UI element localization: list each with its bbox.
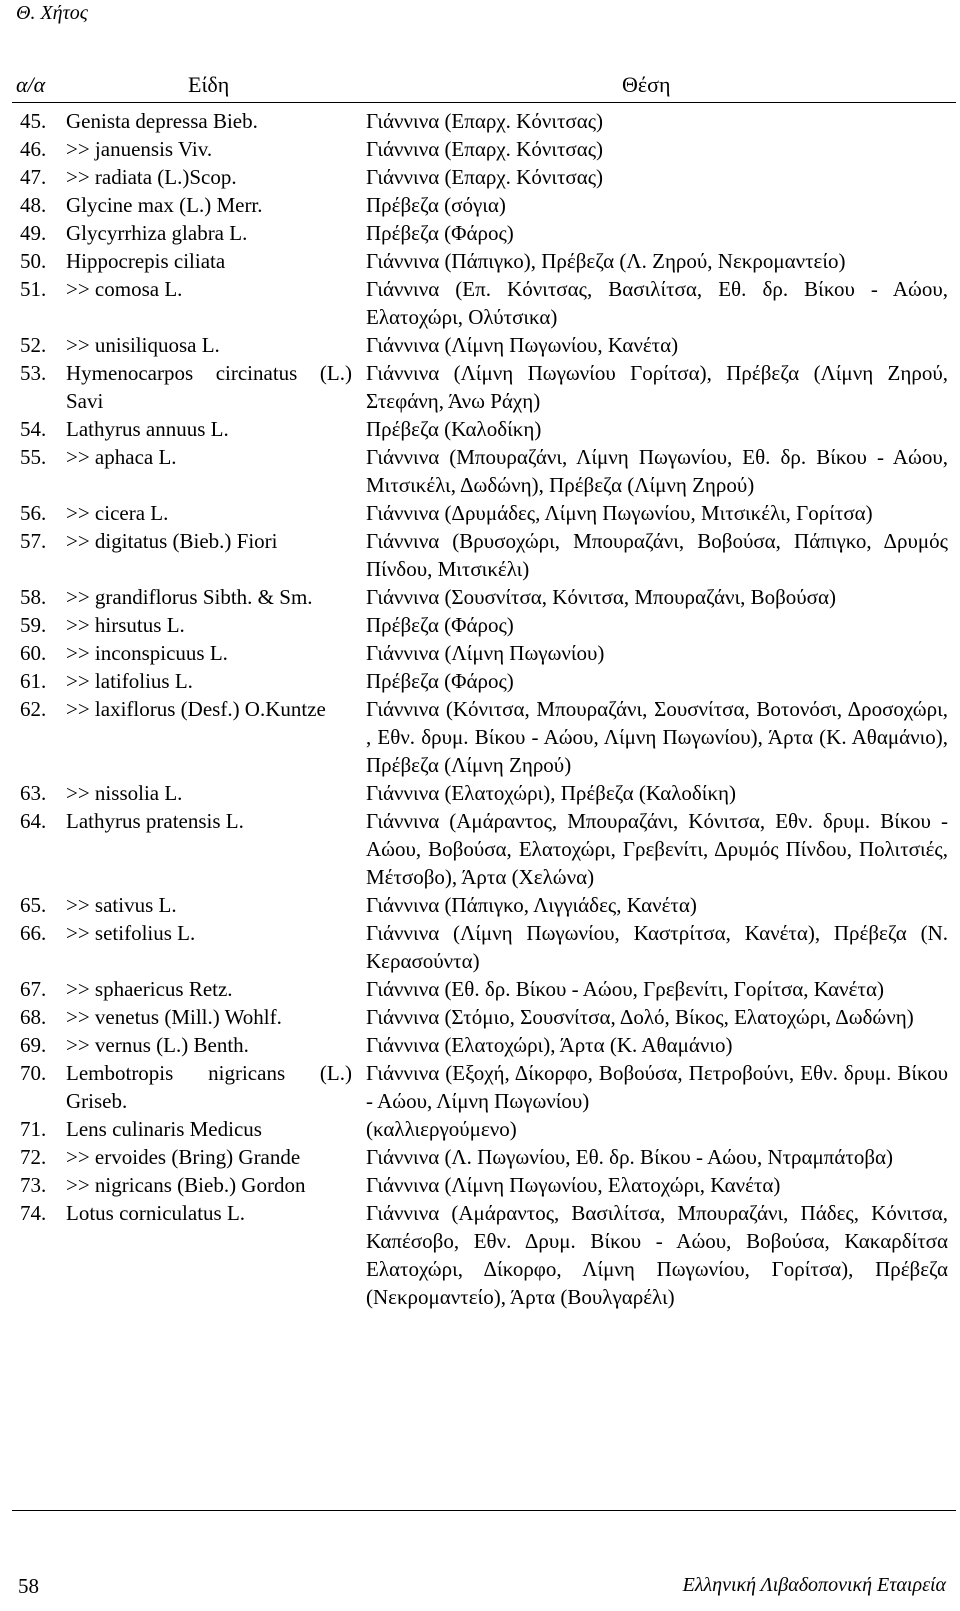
- location-text: Πρέβεζα (Φάρος): [366, 669, 514, 693]
- row-number: 50.: [20, 249, 47, 273]
- location-text: Γιάννινα (Επαρχ. Κόνιτσας): [366, 137, 604, 161]
- header-location: Θέση: [622, 72, 671, 97]
- table-row: [12, 1003, 956, 1031]
- species-name: Lens culinaris Medicus: [66, 1117, 262, 1141]
- species-name: Glycyrrhiza glabra L.: [66, 221, 248, 245]
- location-text: Γιάννινα (Αμάραντος, Μπουραζάνι, Κόνιτσα, Εθν. δρυμ. Βίκου - Αώου, Βοβούσα, Ελατοχώρι, Γρεβενίτι, Δρυμός Πίνδου, Πολιτσιές, Μέτσοβο), Άρτα (Χελώνα): [366, 809, 948, 889]
- table-row: [12, 611, 956, 639]
- table-row: [12, 1143, 956, 1171]
- row-number: 64.: [20, 809, 47, 833]
- location-text: Γιάννινα (Λίμνη Πωγωνίου Γορίτσα), Πρέβεζα (Λίμνη Ζηρού, Στεφάνη, Άνω Ράχη): [366, 361, 948, 413]
- location-text: Γιάννινα (Λίμνη Πωγωνίου): [366, 641, 605, 665]
- row-number: 61.: [20, 669, 47, 693]
- species-name: >> radiata (L.)Scop.: [66, 165, 237, 189]
- species-name: >> januensis Viv.: [66, 137, 213, 161]
- location-text: Γιάννινα (Πάπιγκο), Πρέβεζα (Λ. Ζηρού, Νεκρομαντείο): [366, 249, 846, 273]
- species-name: >> sphaericus Retz.: [66, 977, 233, 1001]
- species-name: Lembotropis nigricans (L.) Griseb.: [66, 1061, 352, 1113]
- table-row: [12, 275, 956, 331]
- row-number: 52.: [20, 333, 47, 357]
- table-row: [12, 583, 956, 611]
- row-number: 71.: [20, 1117, 47, 1141]
- species-name: Lathyrus annuus L.: [66, 417, 229, 441]
- location-text: Γιάννινα (Λίμνη Πωγωνίου, Κανέτα): [366, 333, 679, 357]
- location-text: Γιάννινα (Σουσνίτσα, Κόνιτσα, Μπουραζάνι, Βοβούσα): [366, 585, 836, 609]
- table-row: [12, 415, 956, 443]
- location-text: Γιάννινα (Πάπιγκο, Λιγγιάδες, Κανέτα): [366, 893, 697, 917]
- location-text: Γιάννινα (Επαρχ. Κόνιτσας): [366, 165, 604, 189]
- table-row: [12, 135, 956, 163]
- table-row: [12, 1059, 956, 1115]
- species-name: Hymenocarpos circinatus (L.) Savi: [66, 361, 352, 413]
- row-number: 53.: [20, 361, 47, 385]
- row-number: 54.: [20, 417, 47, 441]
- location-text: Γιάννινα (Δρυμάδες, Λίμνη Πωγωνίου, Μιτσικέλι, Γορίτσα): [366, 501, 873, 525]
- bottom-rule: [12, 1510, 956, 1511]
- location-text: Γιάννινα (Ελατοχώρι), Πρέβεζα (Καλοδίκη): [366, 781, 737, 805]
- row-number: 72.: [20, 1145, 47, 1169]
- row-number: 45.: [20, 109, 47, 133]
- table-row: [12, 359, 956, 415]
- species-table: [12, 66, 956, 1311]
- species-name: Hippocrepis ciliata: [66, 249, 226, 273]
- page-number: 58: [18, 1574, 39, 1598]
- row-number: 47.: [20, 165, 47, 189]
- row-number: 55.: [20, 445, 47, 469]
- location-text: Γιάννινα (Επ. Κόνιτσας, Βασιλίτσα, Εθ. δρ. Βίκου - Αώου, Ελατοχώρι, Ολύτσικα): [366, 277, 948, 329]
- table-row: [12, 163, 956, 191]
- running-header-author: Θ. Χήτος: [16, 2, 88, 24]
- table-row: [12, 639, 956, 667]
- species-name: >> latifolius L.: [66, 669, 193, 693]
- species-name: >> laxiflorus (Desf.) O.Kuntze: [66, 697, 326, 721]
- row-number: 62.: [20, 697, 47, 721]
- species-name: >> venetus (Mill.) Wohlf.: [66, 1005, 282, 1029]
- location-text: Γιάννινα (Στόμιο, Σουσνίτσα, Δολό, Βίκος, Ελατοχώρι, Δωδώνη): [366, 1005, 914, 1029]
- location-text: Πρέβεζα (Φάρος): [366, 221, 514, 245]
- species-name: >> hirsutus L.: [66, 613, 185, 637]
- table-body: [12, 107, 956, 1311]
- location-text: Γιάννινα (Ελατοχώρι), Άρτα (Κ. Αθαμάνιο): [366, 1033, 733, 1057]
- row-number: 69.: [20, 1033, 47, 1057]
- row-number: 74.: [20, 1201, 47, 1225]
- row-number: 60.: [20, 641, 47, 665]
- row-number: 46.: [20, 137, 47, 161]
- row-number: 63.: [20, 781, 47, 805]
- row-number: 49.: [20, 221, 47, 245]
- species-name: Lathyrus pratensis L.: [66, 809, 244, 833]
- table-row: [12, 891, 956, 919]
- location-text: Πρέβεζα (σόγια): [366, 193, 506, 217]
- species-name: >> setifolius L.: [66, 921, 196, 945]
- row-number: 73.: [20, 1173, 47, 1197]
- species-name: >> aphaca L.: [66, 445, 177, 469]
- location-text: Γιάννινα (Εθ. δρ. Βίκου - Αώου, Γρεβενίτι, Γορίτσα, Κανέτα): [366, 977, 884, 1001]
- row-number: 57.: [20, 529, 47, 553]
- location-text: Γιάννινα (Μπουραζάνι, Λίμνη Πωγωνίου, Εθ. δρ. Βίκου - Αώου, Μιτσικέλι, Δωδώνη), Πρέβεζα (Λίμνη Ζηρού): [366, 445, 948, 497]
- species-name: Lotus corniculatus L.: [66, 1201, 246, 1225]
- row-number: 58.: [20, 585, 47, 609]
- species-name: >> cicera L.: [66, 501, 169, 525]
- species-name: >> vernus (L.) Benth.: [66, 1033, 249, 1057]
- species-name: >> nigricans (Bieb.) Gordon: [66, 1173, 306, 1197]
- location-text: Πρέβεζα (Φάρος): [366, 613, 514, 637]
- header-species: Είδη: [188, 72, 230, 97]
- location-text: (καλλιεργούμενο): [366, 1117, 517, 1141]
- row-number: 59.: [20, 613, 47, 637]
- table-row: [12, 443, 956, 499]
- row-number: 67.: [20, 977, 47, 1001]
- row-number: 56.: [20, 501, 47, 525]
- species-name: >> ervoides (Bring) Grande: [66, 1145, 301, 1169]
- table-row: [12, 975, 956, 1003]
- table-row: [12, 667, 956, 695]
- location-text: Γιάννινα (Λίμνη Πωγωνίου, Ελατοχώρι, Κανέτα): [366, 1173, 781, 1197]
- species-name: >> unisiliquosa L.: [66, 333, 220, 357]
- species-name: >> nissolia L.: [66, 781, 183, 805]
- row-number: 51.: [20, 277, 47, 301]
- row-number: 68.: [20, 1005, 47, 1029]
- location-text: Γιάννινα (Κόνιτσα, Μπουραζάνι, Σουσνίτσα, Βοτονόσι, Δροσοχώρι, , Εθν. δρυμ. Βίκου - Αώου, Λίμνη Πωγωνίου), Άρτα (Κ. Αθαμάνιο), Πρέβεζα (Λίμνη Ζηρού): [366, 697, 948, 777]
- table-row: [12, 919, 956, 975]
- row-number: 66.: [20, 921, 47, 945]
- table-row: [12, 247, 956, 275]
- location-text: Γιάννινα (Λίμνη Πωγωνίου, Καστρίτσα, Κανέτα), Πρέβεζα (Ν. Κερασούντα): [366, 921, 948, 973]
- table-header: [12, 66, 956, 103]
- row-number: 65.: [20, 893, 47, 917]
- table-row: [12, 1199, 956, 1311]
- table-row: [12, 695, 956, 779]
- species-name: >> inconspicuus L.: [66, 641, 228, 665]
- species-name: >> comosa L.: [66, 277, 183, 301]
- location-text: Γιάννινα (Βρυσοχώρι, Μπουραζάνι, Βοβούσα, Πάπιγκο, Δρυμός Πίνδου, Μιτσικέλι): [366, 529, 948, 581]
- table-row: [12, 807, 956, 891]
- location-text: Γιάννινα (Επαρχ. Κόνιτσας): [366, 109, 604, 133]
- location-text: Γιάννινα (Εξοχή, Δίκορφο, Βοβούσα, Πετροβούνι, Εθν. δρυμ. Βίκου - Αώου, Λίμνη Πωγωνίου): [366, 1061, 948, 1113]
- table-row: [12, 219, 956, 247]
- table-row: [12, 499, 956, 527]
- species-name: Glycine max (L.) Merr.: [66, 193, 263, 217]
- species-name: >> grandiflorus Sibth. & Sm.: [66, 585, 313, 609]
- species-name: >> sativus L.: [66, 893, 177, 917]
- table-row: [12, 107, 956, 135]
- table-row: [12, 1171, 956, 1199]
- table-row: [12, 1031, 956, 1059]
- row-number: 70.: [20, 1061, 47, 1085]
- table-row: [12, 331, 956, 359]
- species-name: >> digitatus (Bieb.) Fiori: [66, 529, 278, 553]
- table-row: [12, 1115, 956, 1143]
- header-num: α/α: [16, 72, 46, 97]
- table-row: [12, 191, 956, 219]
- row-number: 48.: [20, 193, 47, 217]
- location-text: Γιάννινα (Λ. Πωγωνίου, Εθ. δρ. Βίκου - Αώου, Ντραμπάτοβα): [366, 1145, 894, 1169]
- location-text: Γιάννινα (Αμάραντος, Βασιλίτσα, Μπουραζάνι, Πάδες, Κόνιτσα, Καπέσοβο, Εθν. Δρυμ. Βίκου - Αώου, Βοβούσα, Κακαρδίτσα Ελατοχώρι, Δίκορφο, Λίμνη Πωγωνίου, Γορίτσα), Πρέβεζα (Νεκρομαντείο), Άρτα (Βουλγαρέλι): [366, 1201, 948, 1309]
- table-row: [12, 779, 956, 807]
- location-text: Πρέβεζα (Καλοδίκη): [366, 417, 542, 441]
- table-row: [12, 527, 956, 583]
- publisher-footer: Ελληνική Λιβαδοπονική Εταιρεία: [682, 1574, 946, 1596]
- species-name: Genista depressa Bieb.: [66, 109, 258, 133]
